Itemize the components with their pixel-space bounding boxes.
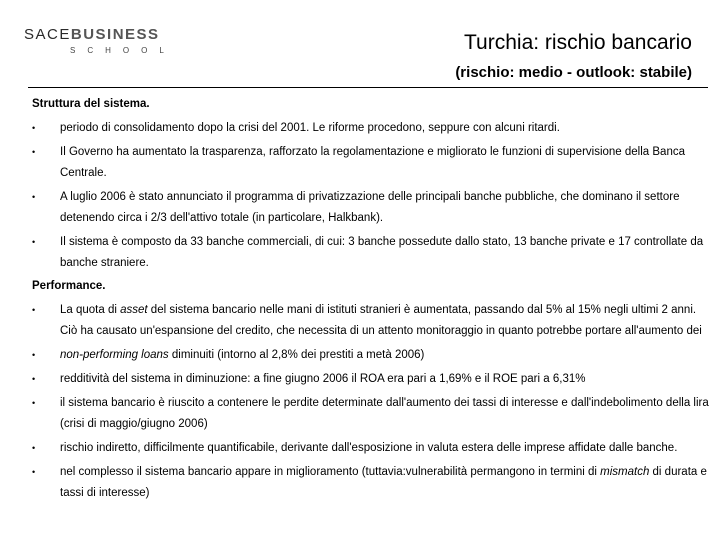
bullet-text: A luglio 2006 è stato annunciato il programma di privatizzazione delle principali banche pubbliche, che dominano il settore detenendo circa i 2/3 dell'attivo totale (in particolare, Halkbank). (60, 191, 680, 224)
bullet-text: La quota di (60, 304, 121, 316)
bullet-text: periodo di consolidamento dopo la crisi del 2001. Le riforme procedono, seppure con alcuni ritardi. (60, 122, 560, 134)
bullet-item (32, 345, 712, 366)
bullet-item (32, 300, 712, 342)
bullet-dot-icon: • (32, 398, 36, 408)
bullet-dot-icon: • (32, 350, 36, 360)
bullet-text-italic: non-performing loans (60, 349, 169, 361)
bullet-item (32, 232, 712, 274)
bullet-item (32, 118, 712, 139)
bullet-item (32, 369, 712, 390)
bullet-text: Il Governo ha aumentato la trasparenza, rafforzato la regolamentazione e migliorato le funzioni di supervisione della Banca Centrale. (60, 146, 685, 179)
bullet-text: rischio indiretto, difficilmente quantificabile, derivante dall'esposizione in valuta estera delle imprese affidate dalle banche. (60, 442, 678, 454)
performance-bullet-list (32, 300, 712, 504)
page-subtitle: (rischio: medio - outlook: stabile) (455, 64, 692, 81)
bullet-dot-icon: • (32, 374, 36, 384)
bullet-text: del sistema bancario nelle mani di istituti stranieri è aumentata, passando dal 5% al 15% negli ultimi 2 anni. Ciò ha causato un'espansione del credito, che necessita di un attento monitoraggio in quanto potrebbe portare all'aumento dei (60, 304, 702, 337)
bullet-text: redditività del sistema in diminuzione: a fine giugno 2006 il ROA era pari a 1,69% e il ROE pari a 6,31% (60, 373, 586, 385)
bullet-item (32, 142, 712, 184)
bullet-dot-icon: • (32, 192, 36, 202)
bullet-text-italic: asset (120, 304, 148, 316)
bullet-text: Il sistema è composto da 33 banche commerciali, di cui: 3 banche possedute dallo stato, 13 banche private e 17 controllate da banche straniere. (60, 236, 704, 269)
bullet-text-italic: mismatch (600, 466, 650, 478)
bullet-item (32, 438, 712, 459)
logo-word-business: BUSINESS (70, 26, 160, 43)
sace-business-school-logo (24, 26, 176, 66)
bullet-dot-icon: • (32, 467, 36, 477)
bullet-dot-icon: • (32, 237, 36, 247)
bullet-dot-icon: • (32, 147, 36, 157)
page-title: Turchia: rischio bancario (464, 31, 692, 54)
bullet-item (32, 393, 712, 435)
structure-bullet-list (32, 118, 712, 274)
bullet-dot-icon: • (32, 305, 36, 315)
bullet-item (32, 462, 712, 504)
logo-word-sace: SACE (24, 26, 71, 43)
logo-word-school: SCHOOL (70, 46, 176, 55)
bullet-dot-icon: • (32, 123, 36, 133)
slide-body (32, 94, 712, 504)
header-divider (28, 87, 708, 88)
bullet-text: nel complesso il sistema bancario appare in miglioramento (tuttavia:vulnerabilità permangono in termini di (60, 466, 601, 478)
section-heading-performance: Performance. (32, 280, 106, 292)
bullet-item (32, 187, 712, 229)
logo-wordmark (24, 26, 164, 44)
bullet-text: di durata e tassi di interesse) (60, 466, 707, 499)
bullet-text: il sistema bancario è riuscito a contenere le perdite determinate dall'aumento dei tassi di interesse e dall'indebolimento della lira (crisi di maggio/giugno 2006) (60, 397, 709, 430)
bullet-dot-icon: • (32, 443, 36, 453)
bullet-text: diminuiti (intorno al 2,8% dei prestiti a metà 2006) (168, 349, 425, 361)
section-heading-structure: Struttura del sistema. (32, 98, 150, 110)
